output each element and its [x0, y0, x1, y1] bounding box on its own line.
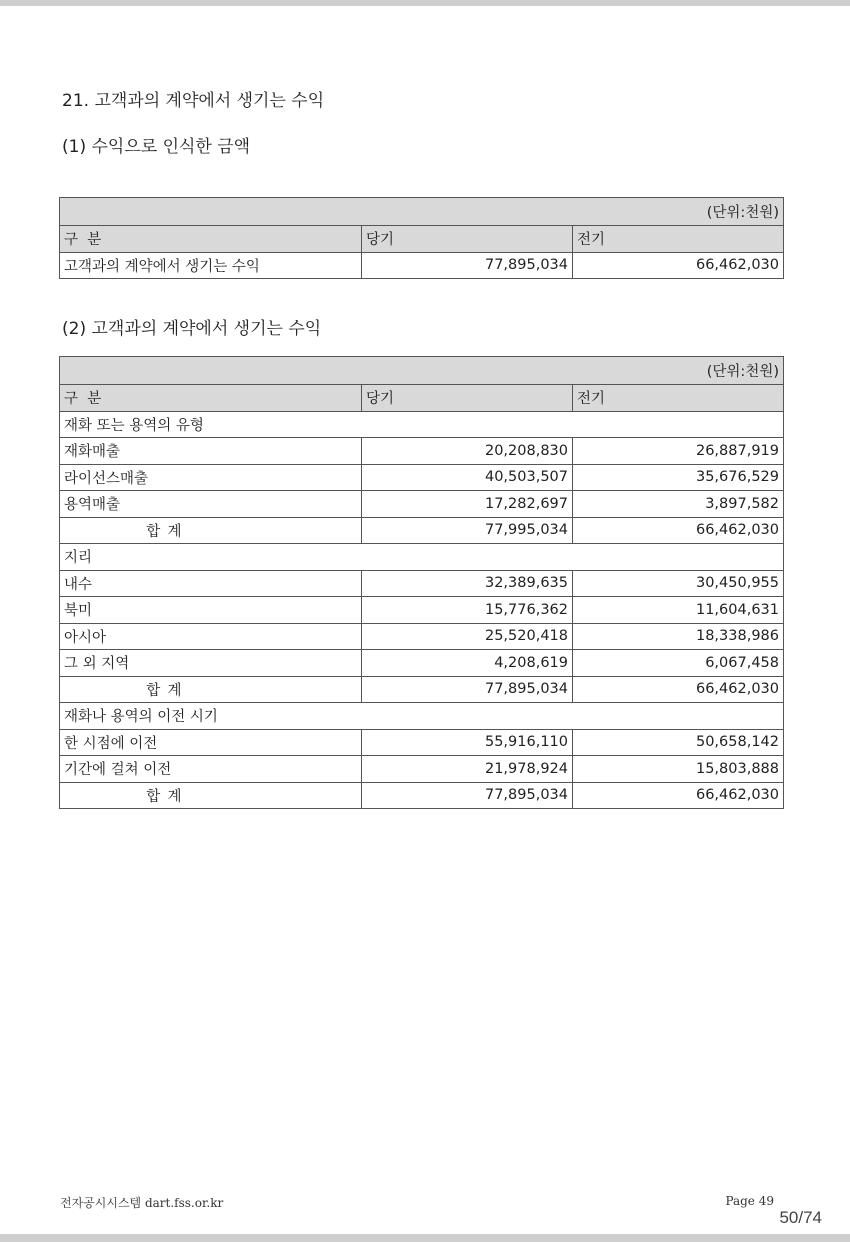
row-current: 20,208,830: [362, 438, 573, 465]
row-current: 32,389,635: [362, 570, 573, 597]
row-prior: 35,676,529: [573, 464, 784, 491]
header-current: 당기: [362, 385, 573, 412]
total-label: 합계: [60, 517, 362, 544]
subsection-title-2: (2) 고객과의 계약에서 생기는 수익: [62, 319, 322, 339]
section-title: 21. 고객과의 계약에서 생기는 수익: [62, 91, 325, 111]
row-label: 라이선스매출: [60, 464, 362, 491]
table-row: [60, 597, 784, 624]
subsection-title-1: (1) 수익으로 인식한 금액: [62, 137, 251, 157]
unit-label: (단위:천원): [60, 198, 784, 226]
header-current: 당기: [362, 226, 573, 253]
table-row: [60, 650, 784, 677]
total-label: 합계: [60, 782, 362, 809]
row-prior: 11,604,631: [573, 597, 784, 624]
total-label: 합계: [60, 676, 362, 703]
row-label: 북미: [60, 597, 362, 624]
header-row: [60, 226, 784, 253]
table-row: [60, 623, 784, 650]
row-current: 17,282,697: [362, 491, 573, 518]
revenue-breakdown-table: [59, 356, 784, 809]
unit-row: [60, 357, 784, 385]
revenue-recognized-table: [59, 197, 784, 279]
row-label: 그 외 지역: [60, 650, 362, 677]
row-prior: 6,067,458: [573, 650, 784, 677]
row-label: 용역매출: [60, 491, 362, 518]
total-current: 77,895,034: [362, 782, 573, 809]
total-prior: 66,462,030: [573, 676, 784, 703]
table-row: [60, 729, 784, 756]
table-row: [60, 570, 784, 597]
total-current: 77,995,034: [362, 517, 573, 544]
total-row: [60, 676, 784, 703]
row-prior: 30,450,955: [573, 570, 784, 597]
section-row: [60, 411, 784, 438]
header-prior: 전기: [573, 226, 784, 253]
row-current: 40,503,507: [362, 464, 573, 491]
total-current: 77,895,034: [362, 676, 573, 703]
row-label: 재화매출: [60, 438, 362, 465]
section-title: 재화 또는 용역의 유형: [60, 411, 784, 438]
footer-page-label: Page 49: [725, 1194, 774, 1208]
row-current: 21,978,924: [362, 756, 573, 783]
header-category: 구 분: [60, 226, 362, 253]
total-row: [60, 517, 784, 544]
section-title: 재화나 용역의 이전 시기: [60, 703, 784, 730]
row-label: 한 시점에 이전: [60, 729, 362, 756]
row-label: 아시아: [60, 623, 362, 650]
row-current: 4,208,619: [362, 650, 573, 677]
table-row: [60, 252, 784, 279]
table-row: [60, 464, 784, 491]
row-label: 내수: [60, 570, 362, 597]
total-row: [60, 782, 784, 809]
table-row: [60, 438, 784, 465]
row-label: 기간에 걸쳐 이전: [60, 756, 362, 783]
row-prior: 50,658,142: [573, 729, 784, 756]
row-prior: 15,803,888: [573, 756, 784, 783]
header-prior: 전기: [573, 385, 784, 412]
row-current: 77,895,034: [362, 252, 573, 279]
unit-row: [60, 198, 784, 226]
row-prior: 18,338,986: [573, 623, 784, 650]
row-prior: 26,887,919: [573, 438, 784, 465]
unit-label: (단위:천원): [60, 357, 784, 385]
row-prior: 66,462,030: [573, 252, 784, 279]
footer-system-label: 전자공시시스템 dart.fss.or.kr: [60, 1196, 224, 1210]
total-prior: 66,462,030: [573, 517, 784, 544]
section-row: [60, 544, 784, 571]
header-row: [60, 385, 784, 412]
header-category: 구 분: [60, 385, 362, 412]
total-prior: 66,462,030: [573, 782, 784, 809]
viewer-top-bar: [0, 0, 850, 6]
row-label: 고객과의 계약에서 생기는 수익: [60, 252, 362, 279]
table-row: [60, 491, 784, 518]
row-prior: 3,897,582: [573, 491, 784, 518]
table-row: [60, 756, 784, 783]
row-current: 55,916,110: [362, 729, 573, 756]
row-current: 15,776,362: [362, 597, 573, 624]
section-title: 지리: [60, 544, 784, 571]
page-counter: 50/74: [779, 1208, 822, 1227]
section-row: [60, 703, 784, 730]
viewer-bottom-bar: [0, 1234, 850, 1242]
row-current: 25,520,418: [362, 623, 573, 650]
